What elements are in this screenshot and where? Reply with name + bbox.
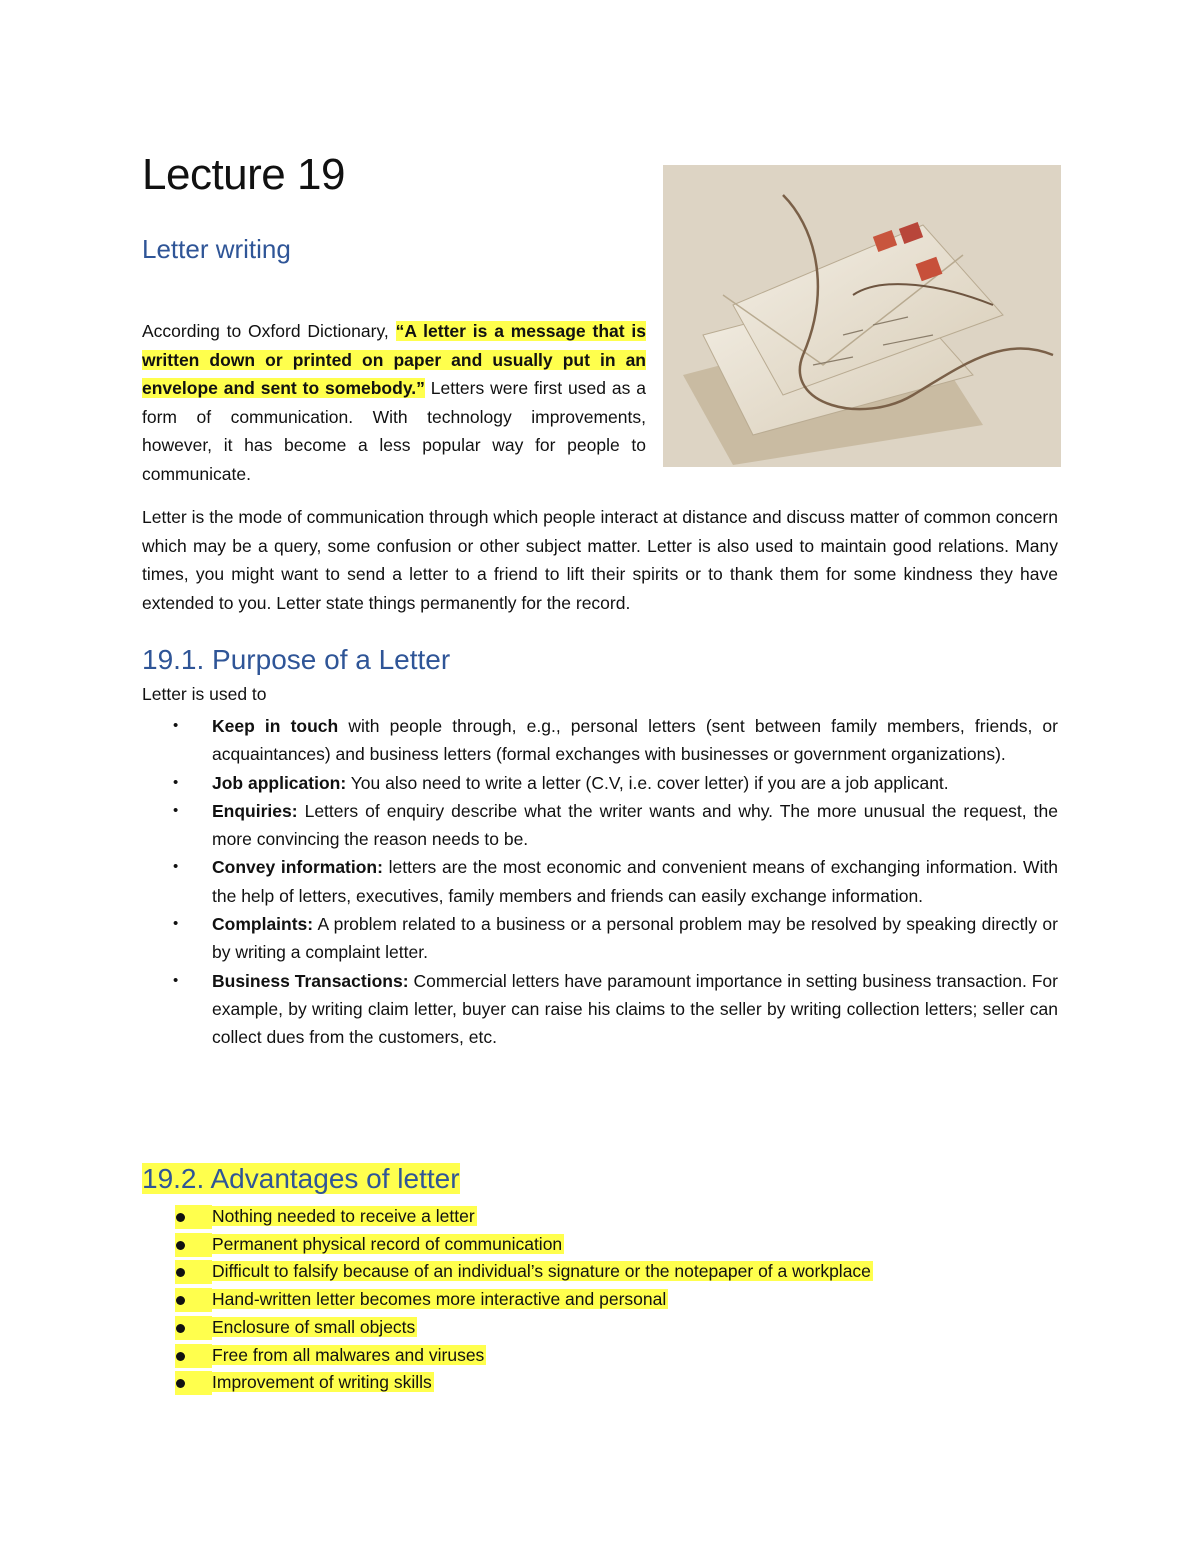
list-item <box>170 1314 1058 1342</box>
item-text: Enclosure of small objects <box>212 1316 416 1337</box>
item-term: Business Transactions: <box>212 970 409 991</box>
list-item <box>170 1258 1058 1286</box>
item-term: Keep in touch <box>212 716 339 736</box>
list-item <box>170 1342 1058 1370</box>
letters-photo <box>663 165 1061 467</box>
bullet-icon <box>176 1352 185 1361</box>
item-text: Permanent physical record of communication <box>212 1233 563 1254</box>
item-text: Hand-written letter becomes more interactive and personal <box>212 1289 667 1310</box>
item-text: Letters of enquiry describe what the writer wants and why. The more unusual the request, the more convincing the reason needs to be. <box>212 800 1058 850</box>
item-text: with people through, e.g., personal letters (sent between family members, friends, or acquaintances) and business letters (formal exchanges with businesses or government organizations). <box>212 716 1058 765</box>
section-heading-advantages <box>142 1163 460 1195</box>
bullet-icon <box>176 1268 185 1277</box>
advantages-heading-text: 19.2. Advantages of letter <box>142 1163 460 1194</box>
item-text: A problem related to a business or a personal problem may be resolved by speaking directly or by writing a complaint letter. <box>212 914 1058 963</box>
body-paragraph: Letter is the mode of communication through which people interact at distance and discuss matter of common concern which may be a query, some confusion or other subject matter. Letter is also used to maintain good relations. Many times, you might want to send a letter to a friend to lift their spirits or to thank them for some kindness they have extended to you. Letter state things permanently for the record. <box>142 507 1058 613</box>
list-item <box>170 712 1058 769</box>
purpose-list <box>170 712 1058 1052</box>
list-item <box>170 853 1058 910</box>
item-text: Free from all malwares and viruses <box>212 1344 485 1365</box>
list-item <box>170 1203 1058 1231</box>
item-text: You also need to write a letter (C.V, i.e. cover letter) if you are a job applicant. <box>346 772 949 793</box>
bullet-icon <box>176 1379 185 1388</box>
intro-quote: “A letter is a message that is written down or printed on paper and usually put in an envelope and sent to somebody.” <box>142 321 646 399</box>
item-text: Difficult to falsify because of an individual’s signature or the notepaper of a workplace <box>212 1261 871 1282</box>
list-item <box>170 1231 1058 1259</box>
list-item <box>170 910 1058 967</box>
item-text: Improvement of writing skills <box>212 1372 432 1393</box>
item-text: Nothing needed to receive a letter <box>212 1206 475 1226</box>
intro-paragraph <box>142 317 646 489</box>
page-subtitle: Letter writing <box>142 234 291 264</box>
bullet-icon <box>176 1296 185 1305</box>
list-item <box>170 967 1058 1052</box>
section-heading-purpose: 19.1. Purpose of a Letter <box>142 644 451 675</box>
page-title: Lecture 19 <box>142 150 345 199</box>
purpose-lead: Letter is used to <box>142 684 267 704</box>
list-item <box>170 769 1058 797</box>
list-item <box>170 1286 1058 1314</box>
list-item <box>170 797 1058 854</box>
bullet-icon <box>176 1213 185 1222</box>
letters-illustration <box>663 165 1061 467</box>
list-item <box>170 1369 1058 1397</box>
item-term: Complaints: <box>212 914 314 935</box>
bullet-icon <box>176 1324 185 1333</box>
advantages-list <box>170 1203 1058 1397</box>
item-text: letters are the most economic and convenient means of exchanging information. With the help of letters, executives, family members and friends can easily exchange information. <box>212 857 1058 906</box>
bullet-icon <box>176 1241 185 1250</box>
item-term: Job application: <box>212 772 347 793</box>
intro-rest: Letters were first used as a form of communication. With technology improvements, however, it has become a less popular way for people to communicate. <box>142 378 646 484</box>
item-text: Commercial letters have paramount importance in setting business transaction. For example, by writing claim letter, buyer can raise his claims to the seller by writing collection letters; seller can collect dues from the customers, etc. <box>212 970 1058 1048</box>
intro-lead: According to Oxford Dictionary, <box>142 321 396 341</box>
item-term: Enquiries: <box>212 800 298 821</box>
item-term: Convey information: <box>212 857 383 878</box>
